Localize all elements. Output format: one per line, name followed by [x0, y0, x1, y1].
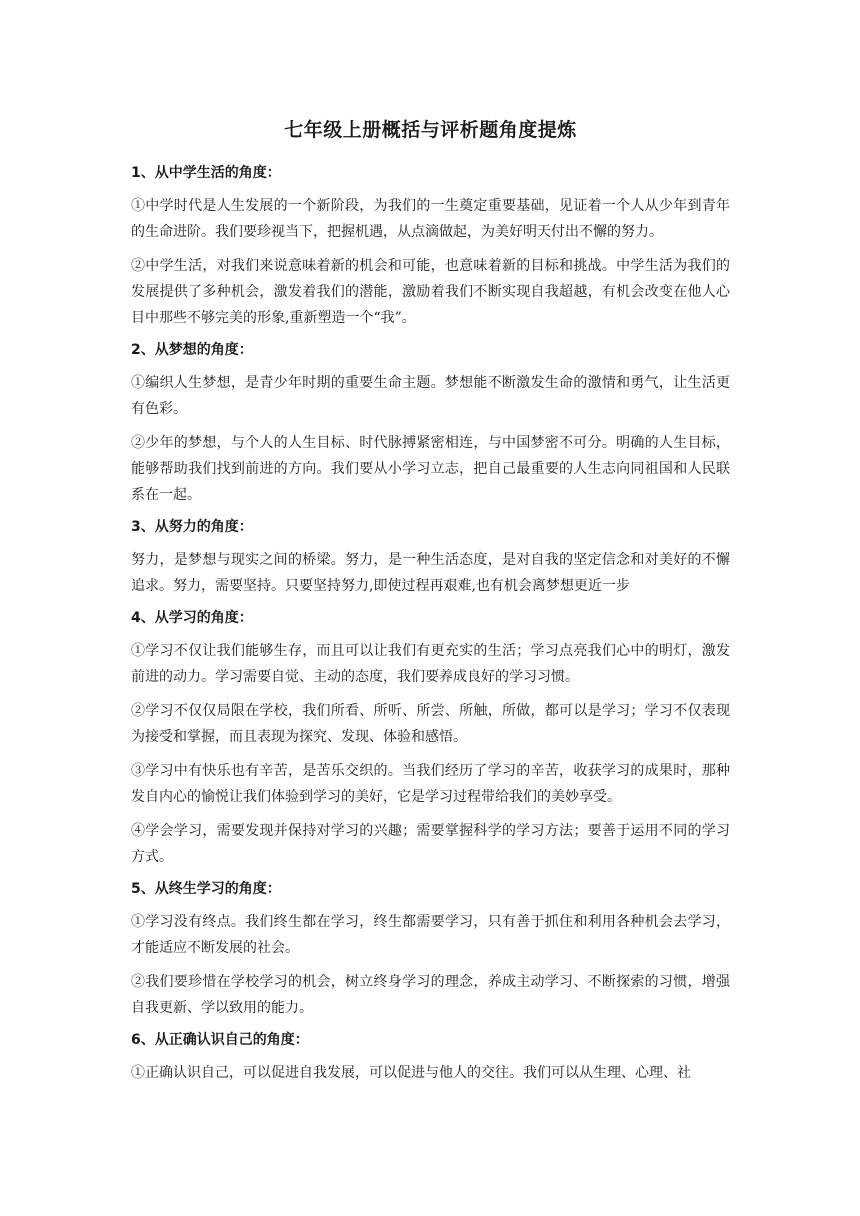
section-heading: 3、从努力的角度： [131, 519, 253, 535]
paragraph: ①学习不仅让我们能够生存，而且可以让我们有更充实的生活；学习点亮我们心中的明灯，激发前进的动力。学习需要自觉、主动的态度，我们要养成良好的学习习惯。 [131, 643, 730, 685]
paragraph: ②我们要珍惜在学校学习的机会，树立终身学习的理念，养成主动学习、不断探索的习惯，增强自我更新、学以致用的能力。 [131, 974, 730, 1016]
paragraph: ①编织人生梦想，是青少年时期的重要生命主题。梦想能不断激发生命的激情和勇气，让生活更有色彩。 [131, 375, 730, 417]
paragraph: ②学习不仅仅局限在学校，我们所看、所听、所尝、所触，所做，都可以是学习；学习不仅表现为接受和掌握，而且表现为探究、发现、体验和感悟。 [131, 703, 730, 745]
paragraph: ③学习中有快乐也有辛苦，是苦乐交织的。当我们经历了学习的辛苦，收获学习的成果时，那种发自内心的愉悦让我们体验到学习的美好，它是学习过程带给我们的美妙享受。 [131, 763, 730, 805]
section-6 [131, 1029, 730, 1086]
section-heading: 5、从终生学习的角度： [131, 881, 281, 897]
paragraph: ①中学时代是人生发展的一个新阶段，为我们的一生奠定重要基础，见证着一个人从少年到青年的生命进阶。我们要珍视当下，把握机遇，从点滴做起，为美好明天付出不懈的努力。 [131, 198, 730, 240]
paragraph: ①正确认识自己，可以促进自我发展，可以促进与他人的交往。我们可以从生理、心理、社 [131, 1065, 691, 1081]
document-title: 七年级上册概括与评析题角度提炼 [284, 119, 577, 141]
section-heading: 6、从正确认识自己的角度： [131, 1032, 309, 1048]
section-4 [131, 607, 730, 870]
section-2 [131, 339, 730, 508]
section-heading: 1、从中学生活的角度： [131, 165, 281, 181]
section-heading: 4、从学习的角度： [131, 610, 253, 626]
paragraph: ②中学生活，对我们来说意味着新的机会和可能，也意味着新的目标和挑战。中学生活为我们的发展提供了多种机会，激发着我们的潜能，激励着我们不断实现自我超越，有机会改变在他人心目中那些不够完美的形象,重新塑造一个“我”。 [131, 258, 730, 326]
paragraph: ②少年的梦想，与个人的人生目标、时代脉搏紧密相连，与中国梦密不可分。明确的人生目标，能够帮助我们找到前进的方向。我们要从小学习立志，把自己最重要的人生志向同祖国和人民联系在一起。 [131, 435, 730, 503]
section-3 [131, 516, 730, 599]
section-heading: 2、从梦想的角度： [131, 342, 253, 358]
section-5 [131, 878, 730, 1021]
paragraph: ④学会学习，需要发现并保持对学习的兴趣；需要掌握科学的学习方法；要善于运用不同的学习方式。 [131, 823, 730, 865]
paragraph: ①学习没有终点。我们终生都在学习，终生都需要学习，只有善于抓住和利用各种机会去学习，才能适应不断发展的社会。 [131, 914, 730, 956]
section-1 [131, 162, 730, 331]
paragraph: 努力，是梦想与现实之间的桥梁。努力，是一种生活态度，是对自我的坚定信念和对美好的不懈追求。努力，需要坚持。只要坚持努力,即使过程再艰难,也有机会离梦想更近一步 [131, 552, 730, 594]
